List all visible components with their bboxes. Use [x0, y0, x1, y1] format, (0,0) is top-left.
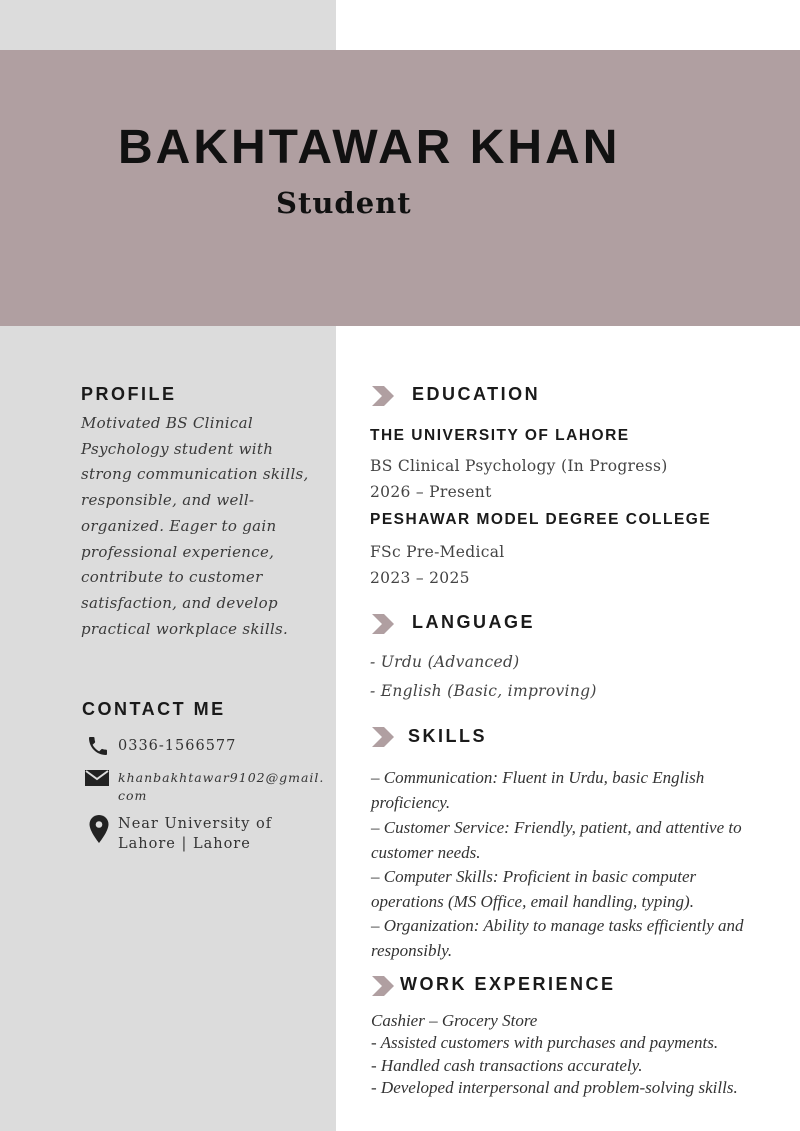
chevron-right-icon: [370, 726, 396, 748]
education-years-1: 2026 – Present: [370, 483, 492, 501]
education-degree-1: BS Clinical Psychology (In Progress): [370, 457, 668, 475]
email-line-1: khanbakhtawar9102@gmail.: [118, 770, 325, 785]
education-degree-2: FSc Pre-Medical: [370, 543, 505, 561]
candidate-title: Student: [276, 186, 412, 220]
work-item-2: - Handled cash transactions accurately.: [371, 1056, 643, 1075]
email-text: [118, 769, 324, 805]
skills-line-4: customer needs.: [371, 843, 481, 862]
skills-line-8: responsibly.: [371, 941, 453, 960]
map-pin-icon: [88, 814, 110, 844]
email-line-2: com: [118, 788, 148, 803]
language-item-1: - Urdu (Advanced): [370, 653, 520, 671]
language-item-2: - English (Basic, improving): [370, 682, 597, 700]
education-years-2: 2023 – 2025: [370, 569, 470, 587]
profile-heading: PROFILE: [81, 384, 177, 404]
education-heading: EDUCATION: [412, 384, 541, 404]
chevron-right-icon: [370, 975, 396, 997]
skills-line-5: – Computer Skills: Proficient in basic computer: [371, 867, 697, 886]
chevron-right-icon: [370, 385, 396, 407]
candidate-name: BAKHTAWAR KHAN: [118, 121, 621, 174]
address-line-2: Lahore | Lahore: [118, 836, 251, 852]
envelope-icon: [84, 767, 110, 789]
work-role: Cashier – Grocery Store: [371, 1011, 538, 1030]
phone-text: 0336-1566577: [118, 738, 237, 754]
skills-line-3: – Customer Service: Friendly, patient, and attentive to: [371, 818, 742, 837]
education-school-1: THE UNIVERSITY OF LAHORE: [370, 427, 630, 444]
work-item-1: - Assisted customers with purchases and payments.: [371, 1033, 719, 1052]
contact-heading: CONTACT ME: [82, 699, 226, 719]
skills-line-2: proficiency.: [371, 793, 451, 812]
skills-line-7: – Organization: Ability to manage tasks efficiently and: [371, 916, 744, 935]
skills-line-1: – Communication: Fluent in Urdu, basic English: [371, 768, 705, 787]
work-item-3: - Developed interpersonal and problem-solving skills.: [371, 1078, 738, 1097]
address-line-1: Near University of: [118, 816, 273, 832]
work-heading: WORK EXPERIENCE: [400, 974, 616, 994]
education-school-2: PESHAWAR MODEL DEGREE COLLEGE: [370, 511, 712, 528]
phone-icon: [86, 734, 110, 758]
address-text: [118, 814, 272, 854]
skills-line-6: operations (MS Office, email handling, typing).: [371, 892, 694, 911]
chevron-right-icon: [370, 613, 396, 635]
skills-heading: SKILLS: [408, 726, 488, 746]
language-heading: LANGUAGE: [412, 612, 535, 632]
profile-text: Motivated BS Clinical Psychology student with strong communication skills, responsible, and well-organized. Eager to gain professional experience, contribute to customer satisfaction, and develop practical workplace skills.: [81, 414, 309, 638]
